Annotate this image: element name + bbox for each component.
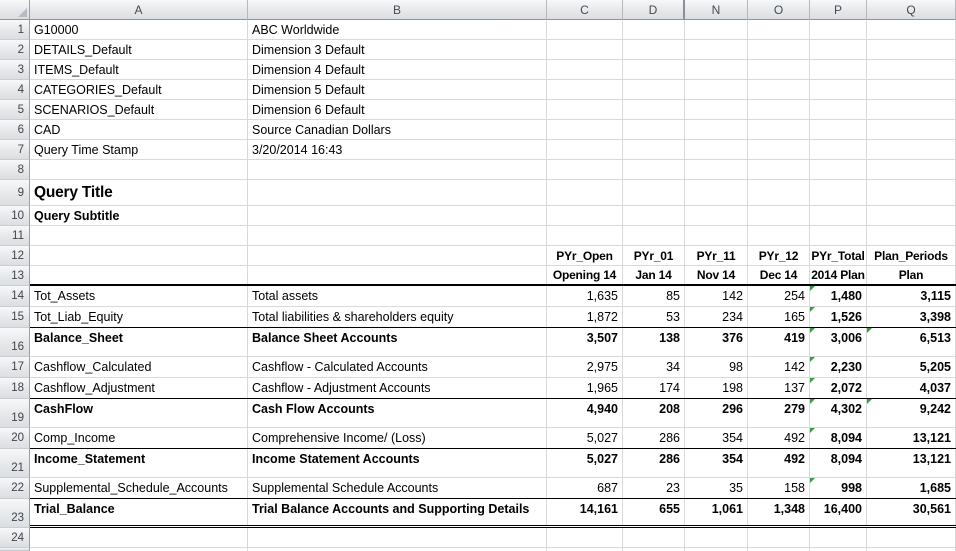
cell-o11[interactable]	[748, 226, 810, 245]
cell-d17[interactable]: 34	[623, 357, 685, 377]
cell-value: 1,526	[830, 310, 862, 324]
cell-p17[interactable]	[810, 357, 867, 377]
table-row-6	[0, 120, 956, 140]
row-header-4[interactable]: 4	[0, 80, 30, 100]
cell-o9[interactable]	[748, 180, 810, 205]
cell-a14-account-code[interactable]: Tot_Assets	[30, 286, 248, 306]
table-row-8	[0, 160, 956, 180]
cell-c24[interactable]	[547, 528, 623, 547]
cell-p24[interactable]	[810, 528, 867, 547]
table-row-13	[0, 266, 956, 286]
cell-b20-account-desc[interactable]: Comprehensive Income/ (Loss)	[248, 428, 547, 448]
cell-d15[interactable]: 53	[623, 307, 685, 327]
cell-a4[interactable]: CATEGORIES_Default	[30, 80, 248, 99]
cell-c21[interactable]: 5,027	[547, 449, 623, 477]
cell-q21[interactable]: 13,121	[867, 449, 956, 477]
cell-q17[interactable]: 5,205	[867, 357, 956, 377]
row-header-9[interactable]: 9	[0, 180, 30, 206]
cell-q18[interactable]: 4,037	[867, 378, 956, 398]
green-flag-icon	[810, 307, 815, 312]
table-row-24	[0, 528, 956, 548]
cell-b1[interactable]: ABC Worldwide	[248, 20, 547, 39]
cell-d5[interactable]	[623, 100, 685, 119]
cell-a22-account-code[interactable]: Supplemental_Schedule_Accounts	[30, 478, 248, 498]
table-row-5	[0, 100, 956, 120]
cell-o14[interactable]: 254	[748, 286, 810, 306]
cell-b5[interactable]: Dimension 6 Default	[248, 100, 547, 119]
row-header-23[interactable]: 23	[0, 499, 30, 528]
row-header-12[interactable]: 12	[0, 246, 30, 266]
cell-p19[interactable]	[810, 399, 867, 427]
cell-b6[interactable]: Source Canadian Dollars	[248, 120, 547, 139]
cell-b15-account-desc[interactable]: Total liabilities & shareholders equity	[248, 307, 547, 327]
cell-p12-pyr-total[interactable]: PYr_Total	[810, 246, 867, 265]
cell-o13-dec-14[interactable]: Dec 14	[748, 266, 810, 284]
cell-d12-pyr-01[interactable]: PYr_01	[623, 246, 685, 265]
cell-o7[interactable]	[748, 140, 810, 159]
cell-p14[interactable]	[810, 286, 867, 306]
row-header-20[interactable]: 20	[0, 428, 30, 449]
cell-q16[interactable]	[867, 328, 956, 356]
cell-p5[interactable]	[810, 100, 867, 119]
cell-n22[interactable]: 35	[685, 478, 748, 498]
table-row-18	[0, 378, 956, 399]
cell-o5[interactable]	[748, 100, 810, 119]
cell-n6[interactable]	[685, 120, 748, 139]
cell-b24[interactable]	[248, 528, 547, 547]
cell-b23-account-desc[interactable]: Trial Balance Accounts and Supporting Details	[248, 499, 547, 525]
cell-q9[interactable]	[867, 180, 956, 205]
cell-a1[interactable]: G10000	[30, 20, 248, 39]
col-header-b[interactable]: B	[248, 0, 547, 20]
col-header-d[interactable]: D	[623, 0, 685, 20]
cell-o16[interactable]: 419	[748, 328, 810, 356]
cell-c6[interactable]	[547, 120, 623, 139]
cell-o17[interactable]: 142	[748, 357, 810, 377]
query-subtitle[interactable]: Query Subtitle	[30, 206, 248, 225]
cell-p7[interactable]	[810, 140, 867, 159]
cell-d8[interactable]	[623, 160, 685, 179]
cell-c16[interactable]: 3,507	[547, 328, 623, 356]
cell-n3[interactable]	[685, 60, 748, 79]
green-flag-icon	[810, 399, 815, 404]
cell-a13[interactable]	[30, 266, 248, 284]
cell-b9[interactable]	[248, 180, 547, 205]
row-header-2[interactable]: 2	[0, 40, 30, 60]
cell-n16[interactable]: 376	[685, 328, 748, 356]
cell-value: 1,480	[830, 289, 862, 303]
cell-c8[interactable]	[547, 160, 623, 179]
row-header-11[interactable]: 11	[0, 226, 30, 246]
cell-o23[interactable]: 1,348	[748, 499, 810, 525]
cell-c12-pyr-open[interactable]: PYr_Open	[547, 246, 623, 265]
cell-n19[interactable]: 296	[685, 399, 748, 427]
cell-n18[interactable]: 198	[685, 378, 748, 398]
cell-p10[interactable]	[810, 206, 867, 225]
cell-p4[interactable]	[810, 80, 867, 99]
cell-c20[interactable]: 5,027	[547, 428, 623, 448]
cell-c13-opening-14[interactable]: Opening 14	[547, 266, 623, 284]
cell-c9[interactable]	[547, 180, 623, 205]
table-row-17	[0, 357, 956, 378]
table-row-14	[0, 286, 956, 307]
cell-d20[interactable]: 286	[623, 428, 685, 448]
row-header-21[interactable]: 21	[0, 449, 30, 478]
cell-o2[interactable]	[748, 40, 810, 59]
table-row-15	[0, 307, 956, 328]
cell-a24[interactable]	[30, 528, 248, 547]
cell-b14-account-desc[interactable]: Total assets	[248, 286, 547, 306]
cell-c18[interactable]: 1,965	[547, 378, 623, 398]
cell-o1[interactable]	[748, 20, 810, 39]
cell-o19[interactable]: 279	[748, 399, 810, 427]
row-header-17[interactable]: 17	[0, 357, 30, 378]
cell-n2[interactable]	[685, 40, 748, 59]
cell-value: 2,230	[830, 360, 862, 374]
cell-c2[interactable]	[547, 40, 623, 59]
cell-q15[interactable]: 3,398	[867, 307, 956, 327]
cell-a21-account-code[interactable]: Income_Statement	[30, 449, 248, 477]
green-flag-icon	[867, 328, 872, 333]
row-header-7[interactable]: 7	[0, 140, 30, 160]
cell-n11[interactable]	[685, 226, 748, 245]
cell-n5[interactable]	[685, 100, 748, 119]
cell-q11[interactable]	[867, 226, 956, 245]
cell-value: 6,513	[919, 331, 951, 345]
cell-value: 2,072	[830, 381, 862, 395]
cell-a11[interactable]	[30, 226, 248, 245]
green-flag-icon	[810, 478, 815, 483]
cell-c17[interactable]: 2,975	[547, 357, 623, 377]
cell-n9[interactable]	[685, 180, 748, 205]
cell-c4[interactable]	[547, 80, 623, 99]
cell-d11[interactable]	[623, 226, 685, 245]
cell-p13-2014-plan[interactable]: 2014 Plan	[810, 266, 867, 284]
cell-value: 3,006	[830, 331, 862, 345]
cell-o15[interactable]: 165	[748, 307, 810, 327]
cell-a6[interactable]: CAD	[30, 120, 248, 139]
table-row-4	[0, 80, 956, 100]
table-row-20	[0, 428, 956, 449]
table-row-7	[0, 140, 956, 160]
cell-value: 4,302	[830, 402, 862, 416]
table-row-22	[0, 478, 956, 499]
column-header-row	[0, 0, 956, 20]
col-header-a[interactable]: A	[30, 0, 248, 20]
cell-n4[interactable]	[685, 80, 748, 99]
cell-a3[interactable]: ITEMS_Default	[30, 60, 248, 79]
cell-o20[interactable]: 492	[748, 428, 810, 448]
cell-c7[interactable]	[547, 140, 623, 159]
cell-n12-pyr-11[interactable]: PYr_11	[685, 246, 748, 265]
cell-d19[interactable]: 208	[623, 399, 685, 427]
cell-o18[interactable]: 137	[748, 378, 810, 398]
cell-b3[interactable]: Dimension 4 Default	[248, 60, 547, 79]
cell-n13-nov-14[interactable]: Nov 14	[685, 266, 748, 284]
col-header-n[interactable]: N	[685, 0, 748, 20]
cell-p8[interactable]	[810, 160, 867, 179]
select-all-icon	[18, 8, 27, 17]
cell-q4[interactable]	[867, 80, 956, 99]
row-header-14[interactable]: 14	[0, 286, 30, 307]
table-row-19	[0, 399, 956, 428]
cell-n1[interactable]	[685, 20, 748, 39]
cell-a2[interactable]: DETAILS_Default	[30, 40, 248, 59]
cell-d16[interactable]: 138	[623, 328, 685, 356]
cell-q14[interactable]: 3,115	[867, 286, 956, 306]
cell-d13-jan-14[interactable]: Jan 14	[623, 266, 685, 284]
table-row-11	[0, 226, 956, 246]
cell-b18-account-desc[interactable]: Cashflow - Adjustment Accounts	[248, 378, 547, 398]
cell-q19[interactable]	[867, 399, 956, 427]
cell-p11[interactable]	[810, 226, 867, 245]
cell-q22[interactable]: 1,685	[867, 478, 956, 498]
cell-value: 998	[841, 481, 862, 495]
row-header-3[interactable]: 3	[0, 60, 30, 80]
cell-c10[interactable]	[547, 206, 623, 225]
table-row-16	[0, 328, 956, 357]
cell-c19[interactable]: 4,940	[547, 399, 623, 427]
cell-d14[interactable]: 85	[623, 286, 685, 306]
cell-d3[interactable]	[623, 60, 685, 79]
cell-o10[interactable]	[748, 206, 810, 225]
cell-q6[interactable]	[867, 120, 956, 139]
cell-q1[interactable]	[867, 20, 956, 39]
table-row-10	[0, 206, 956, 226]
cell-d2[interactable]	[623, 40, 685, 59]
cell-o6[interactable]	[748, 120, 810, 139]
cell-q7[interactable]	[867, 140, 956, 159]
green-flag-icon	[867, 399, 872, 404]
cell-b16-account-desc[interactable]: Balance Sheet Accounts	[248, 328, 547, 356]
row-header-5[interactable]: 5	[0, 100, 30, 120]
table-row-23	[0, 499, 956, 528]
cell-n20[interactable]: 354	[685, 428, 748, 448]
cell-a18-account-code[interactable]: Cashflow_Adjustment	[30, 378, 248, 398]
cell-d9[interactable]	[623, 180, 685, 205]
cell-d24[interactable]	[623, 528, 685, 547]
cell-c22[interactable]: 687	[547, 478, 623, 498]
cell-value: 9,242	[919, 402, 951, 416]
col-header-p[interactable]: P	[810, 0, 867, 20]
cell-q13-plan[interactable]: Plan	[867, 266, 956, 284]
row-header-18[interactable]: 18	[0, 378, 30, 399]
table-row-2	[0, 40, 956, 60]
cell-q12-plan-periods[interactable]: Plan_Periods	[867, 246, 956, 265]
cell-q3[interactable]	[867, 60, 956, 79]
cell-o12-pyr-12[interactable]: PYr_12	[748, 246, 810, 265]
cell-n15[interactable]: 234	[685, 307, 748, 327]
cell-q20[interactable]: 13,121	[867, 428, 956, 448]
cell-c14[interactable]: 1,635	[547, 286, 623, 306]
cell-q10[interactable]	[867, 206, 956, 225]
green-flag-icon	[810, 328, 815, 333]
row-header-13[interactable]: 13	[0, 266, 30, 286]
cell-d23[interactable]: 655	[623, 499, 685, 525]
cell-b17-account-desc[interactable]: Cashflow - Calculated Accounts	[248, 357, 547, 377]
cell-d4[interactable]	[623, 80, 685, 99]
cell-o24[interactable]	[748, 528, 810, 547]
cell-c15[interactable]: 1,872	[547, 307, 623, 327]
cell-p21[interactable]: 8,094	[810, 449, 867, 477]
cell-b10[interactable]	[248, 206, 547, 225]
cell-q24[interactable]	[867, 528, 956, 547]
cell-a12[interactable]	[30, 246, 248, 265]
table-row-3	[0, 60, 956, 80]
cell-n23[interactable]: 1,061	[685, 499, 748, 525]
cell-c3[interactable]	[547, 60, 623, 79]
select-all-button[interactable]	[0, 0, 30, 20]
row-header-16[interactable]: 16	[0, 328, 30, 357]
col-header-c[interactable]: C	[547, 0, 623, 20]
cell-a17-account-code[interactable]: Cashflow_Calculated	[30, 357, 248, 377]
cell-d21[interactable]: 286	[623, 449, 685, 477]
cell-d10[interactable]	[623, 206, 685, 225]
cell-p22[interactable]	[810, 478, 867, 498]
cell-a8[interactable]	[30, 160, 248, 179]
green-flag-icon	[810, 286, 815, 291]
cell-d6[interactable]	[623, 120, 685, 139]
row-header-24[interactable]: 24	[0, 528, 30, 548]
cell-n7[interactable]	[685, 140, 748, 159]
row-header-10[interactable]: 10	[0, 206, 30, 226]
cell-value: 8,094	[830, 431, 862, 445]
row-header-1[interactable]: 1	[0, 20, 30, 40]
cell-o3[interactable]	[748, 60, 810, 79]
green-flag-icon	[810, 378, 815, 383]
cell-p9[interactable]	[810, 180, 867, 205]
row-header-22[interactable]: 22	[0, 478, 30, 499]
cell-a19-account-code[interactable]: CashFlow	[30, 399, 248, 427]
cell-b22-account-desc[interactable]: Supplemental Schedule Accounts	[248, 478, 547, 498]
cell-b21-account-desc[interactable]: Income Statement Accounts	[248, 449, 547, 477]
cell-b8[interactable]	[248, 160, 547, 179]
cell-q2[interactable]	[867, 40, 956, 59]
cell-o4[interactable]	[748, 80, 810, 99]
cell-n17[interactable]: 98	[685, 357, 748, 377]
row-header-15[interactable]: 15	[0, 307, 30, 328]
cell-b4[interactable]: Dimension 5 Default	[248, 80, 547, 99]
cell-c23[interactable]: 14,161	[547, 499, 623, 525]
green-flag-icon	[810, 357, 815, 362]
cell-b12[interactable]	[248, 246, 547, 265]
cell-d1[interactable]	[623, 20, 685, 39]
cell-d7[interactable]	[623, 140, 685, 159]
row-header-8[interactable]: 8	[0, 160, 30, 180]
cell-n24[interactable]	[685, 528, 748, 547]
cell-b13[interactable]	[248, 266, 547, 284]
col-header-q[interactable]: Q	[867, 0, 956, 20]
green-flag-icon	[810, 428, 815, 433]
cell-q23[interactable]: 30,561	[867, 499, 956, 525]
cell-n21[interactable]: 354	[685, 449, 748, 477]
cell-a16-account-code[interactable]: Balance_Sheet	[30, 328, 248, 356]
cell-p20[interactable]	[810, 428, 867, 448]
cell-q5[interactable]	[867, 100, 956, 119]
cell-o8[interactable]	[748, 160, 810, 179]
table-row-21	[0, 449, 956, 478]
table-row-1	[0, 20, 956, 40]
cell-n14[interactable]: 142	[685, 286, 748, 306]
cell-p2[interactable]	[810, 40, 867, 59]
cell-a15-account-code[interactable]: Tot_Liab_Equity	[30, 307, 248, 327]
cell-a7[interactable]: Query Time Stamp	[30, 140, 248, 159]
cell-c5[interactable]	[547, 100, 623, 119]
cell-b11[interactable]	[248, 226, 547, 245]
cell-a20-account-code[interactable]: Comp_Income	[30, 428, 248, 448]
cell-n8[interactable]	[685, 160, 748, 179]
cell-d22[interactable]: 23	[623, 478, 685, 498]
cell-p15[interactable]	[810, 307, 867, 327]
cell-c11[interactable]	[547, 226, 623, 245]
col-header-o[interactable]: O	[748, 0, 810, 20]
cell-p6[interactable]	[810, 120, 867, 139]
cell-p16[interactable]	[810, 328, 867, 356]
cell-o21[interactable]: 492	[748, 449, 810, 477]
cell-b2[interactable]: Dimension 3 Default	[248, 40, 547, 59]
cell-b19-account-desc[interactable]: Cash Flow Accounts	[248, 399, 547, 427]
table-row-9	[0, 180, 956, 206]
cell-o22[interactable]: 158	[748, 478, 810, 498]
cell-a5[interactable]: SCENARIOS_Default	[30, 100, 248, 119]
cell-n10[interactable]	[685, 206, 748, 225]
cell-p23[interactable]: 16,400	[810, 499, 867, 525]
cell-c1[interactable]	[547, 20, 623, 39]
query-title[interactable]: Query Title	[30, 180, 248, 205]
row-header-19[interactable]: 19	[0, 399, 30, 428]
cell-a23-account-code[interactable]: Trial_Balance	[30, 499, 248, 525]
cell-p1[interactable]	[810, 20, 867, 39]
cell-p3[interactable]	[810, 60, 867, 79]
cell-b7[interactable]: 3/20/2014 16:43	[248, 140, 547, 159]
cell-q8[interactable]	[867, 160, 956, 179]
cell-d18[interactable]: 174	[623, 378, 685, 398]
table-row-12	[0, 246, 956, 266]
cell-p18[interactable]	[810, 378, 867, 398]
row-header-6[interactable]: 6	[0, 120, 30, 140]
